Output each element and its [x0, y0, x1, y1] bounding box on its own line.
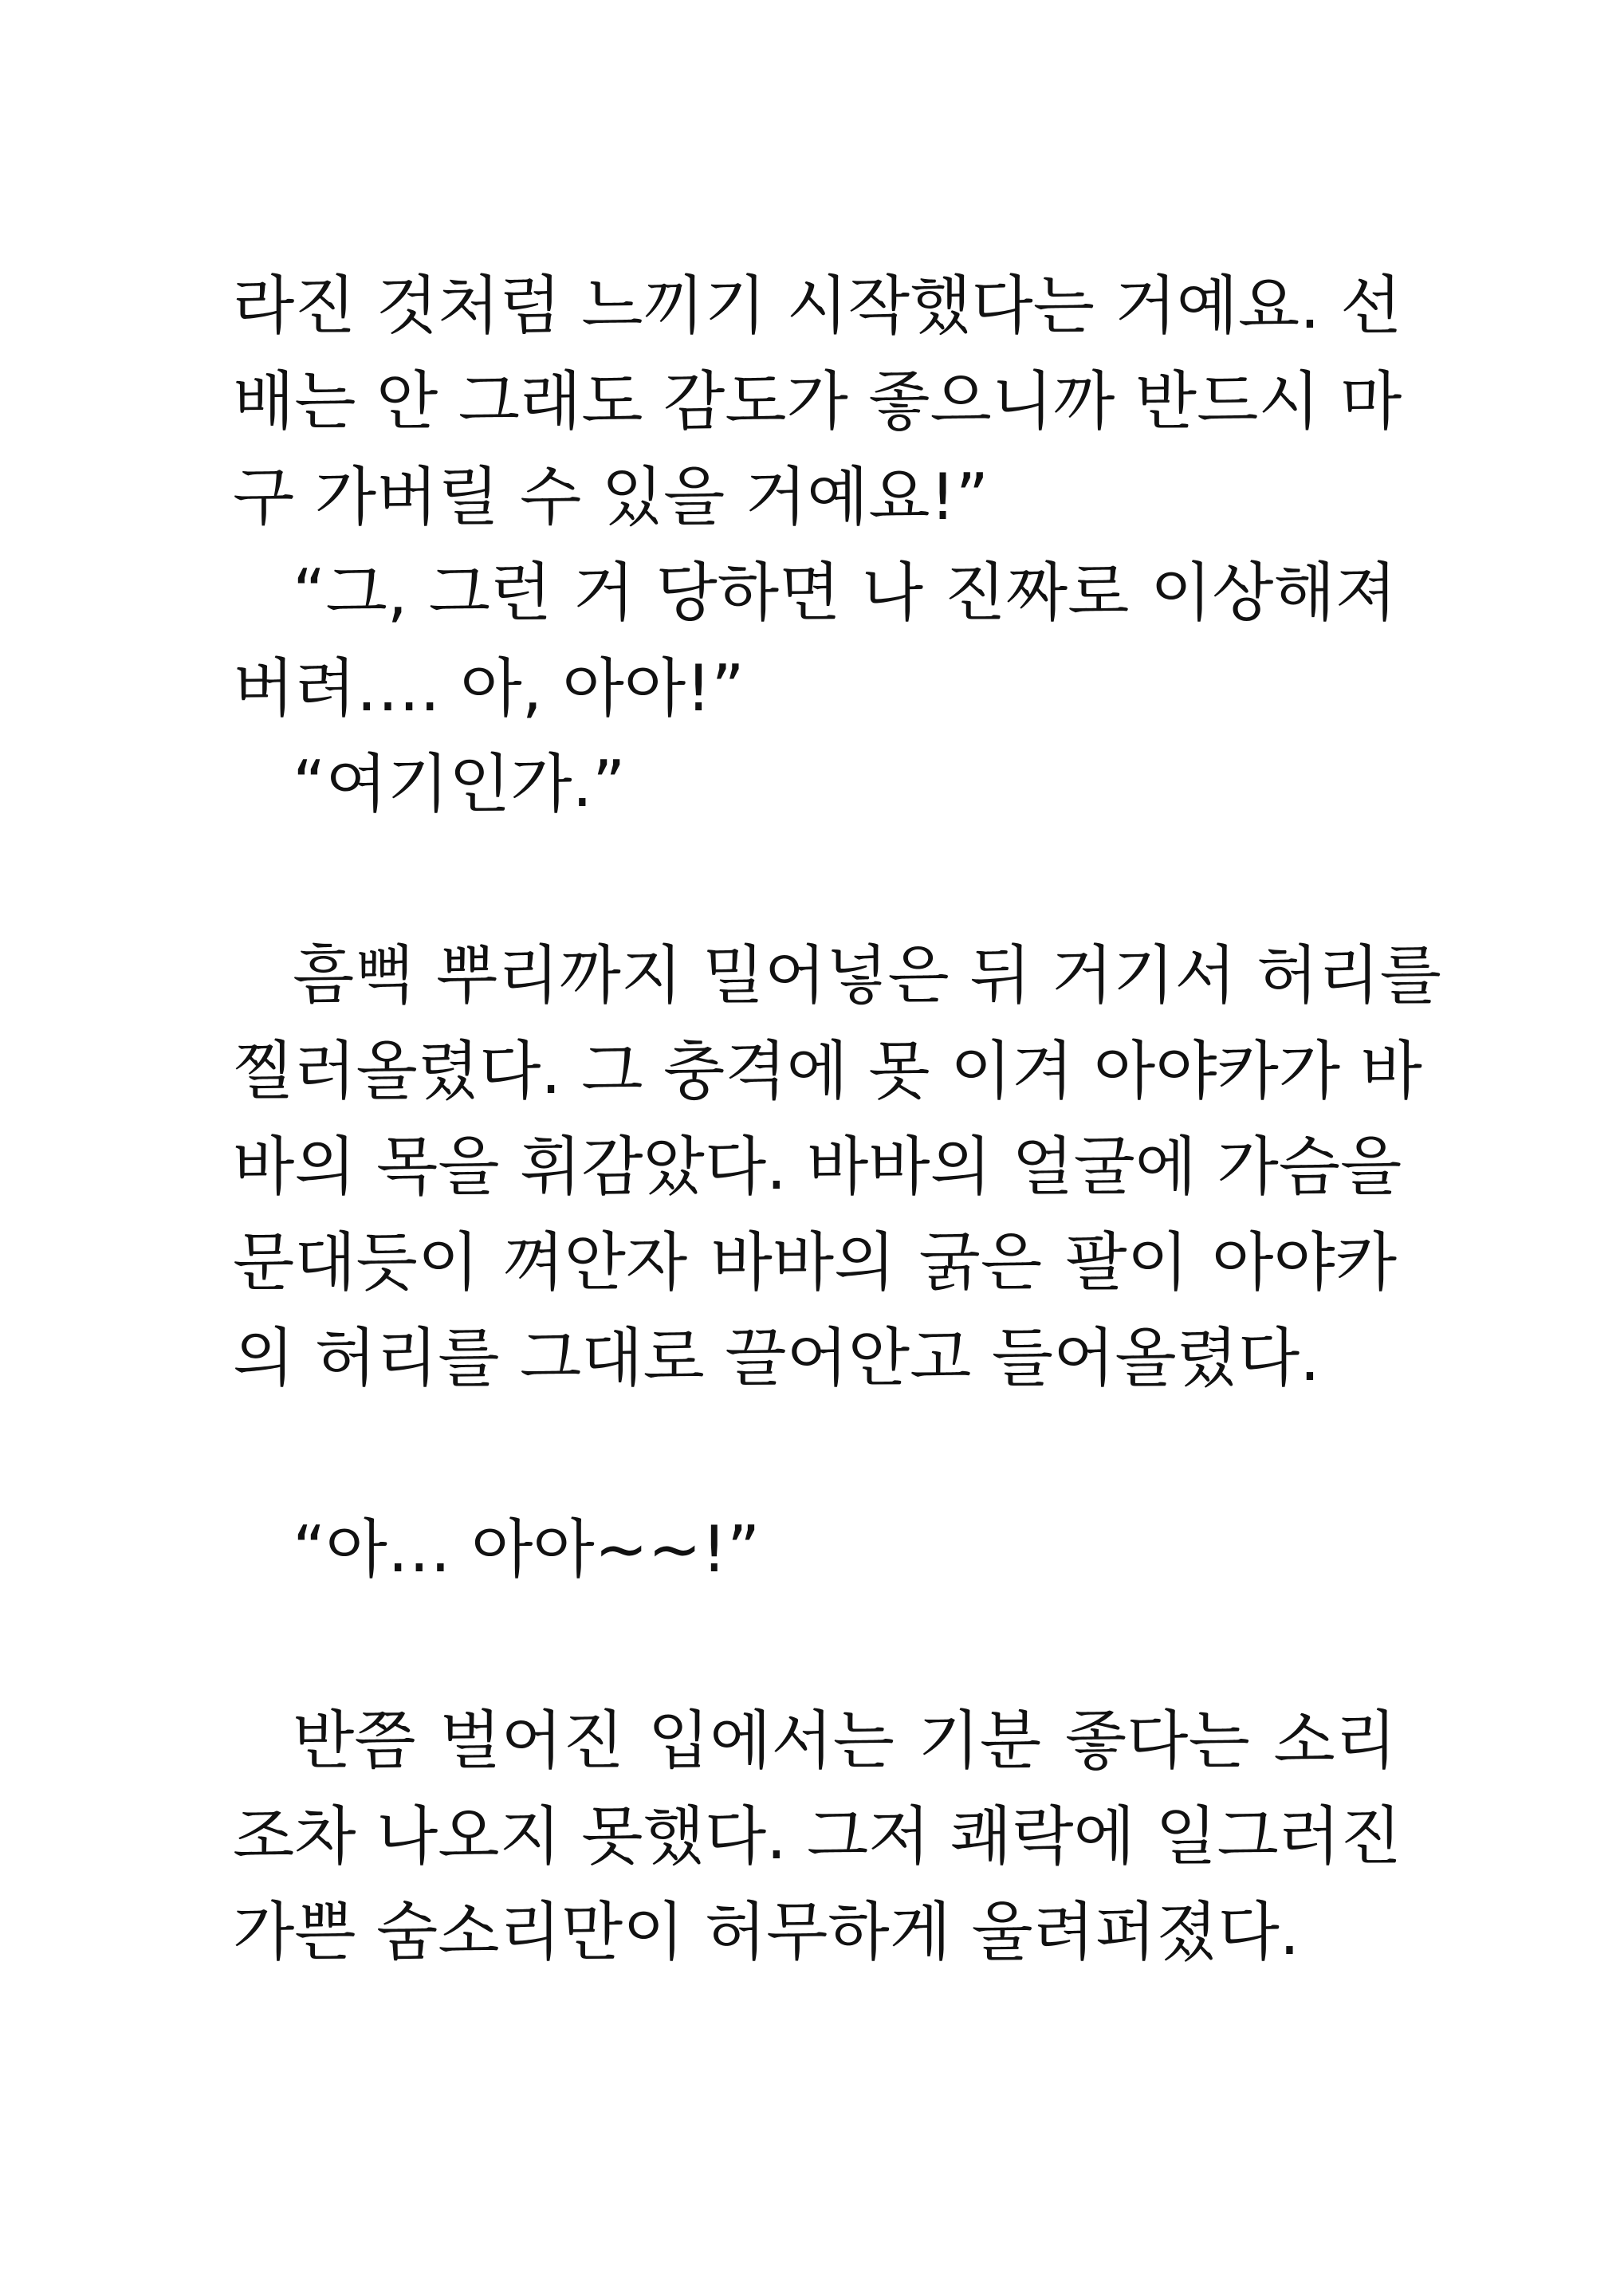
text-line: 문대듯이 껴안자 바바의 굵은 팔이 아야카	[233, 1225, 1397, 1299]
text-line: 흠뻑 뿌리까지 밀어넣은 뒤 거기서 허리를	[293, 938, 1441, 1012]
text-line: “아… 아아~~!”	[293, 1512, 761, 1586]
text-line: 조차 나오지 못했다. 그저 쾌락에 일그러진	[233, 1799, 1402, 1873]
text-line: “여기인가.”	[293, 747, 626, 821]
text-line: 라진 것처럼 느끼기 시작했다는 거예요. 선	[233, 269, 1402, 343]
text-line: 의 허리를 그대로 끌어안고 들어올렸다.	[233, 1321, 1320, 1395]
text-line: 찔러올렸다. 그 충격에 못 이겨 아야카가 바	[233, 1034, 1422, 1108]
text-line: 배는 안 그래도 감도가 좋으니까 반드시 마	[233, 364, 1402, 438]
text-line: 가쁜 숨소리만이 허무하게 울려퍼졌다.	[233, 1895, 1300, 1969]
text-line: 반쯤 벌어진 입에서는 기분 좋다는 소리	[293, 1704, 1397, 1778]
text-line: 구 가버릴 수 있을 거예요!”	[233, 460, 989, 534]
text-line: “그, 그런 거 당하면 나 진짜로 이상해져	[293, 556, 1397, 630]
text-line: 바의 목을 휘감았다. 바바의 얼굴에 가슴을	[233, 1130, 1402, 1204]
text-line: 버려…. 아, 아아!”	[233, 651, 745, 725]
